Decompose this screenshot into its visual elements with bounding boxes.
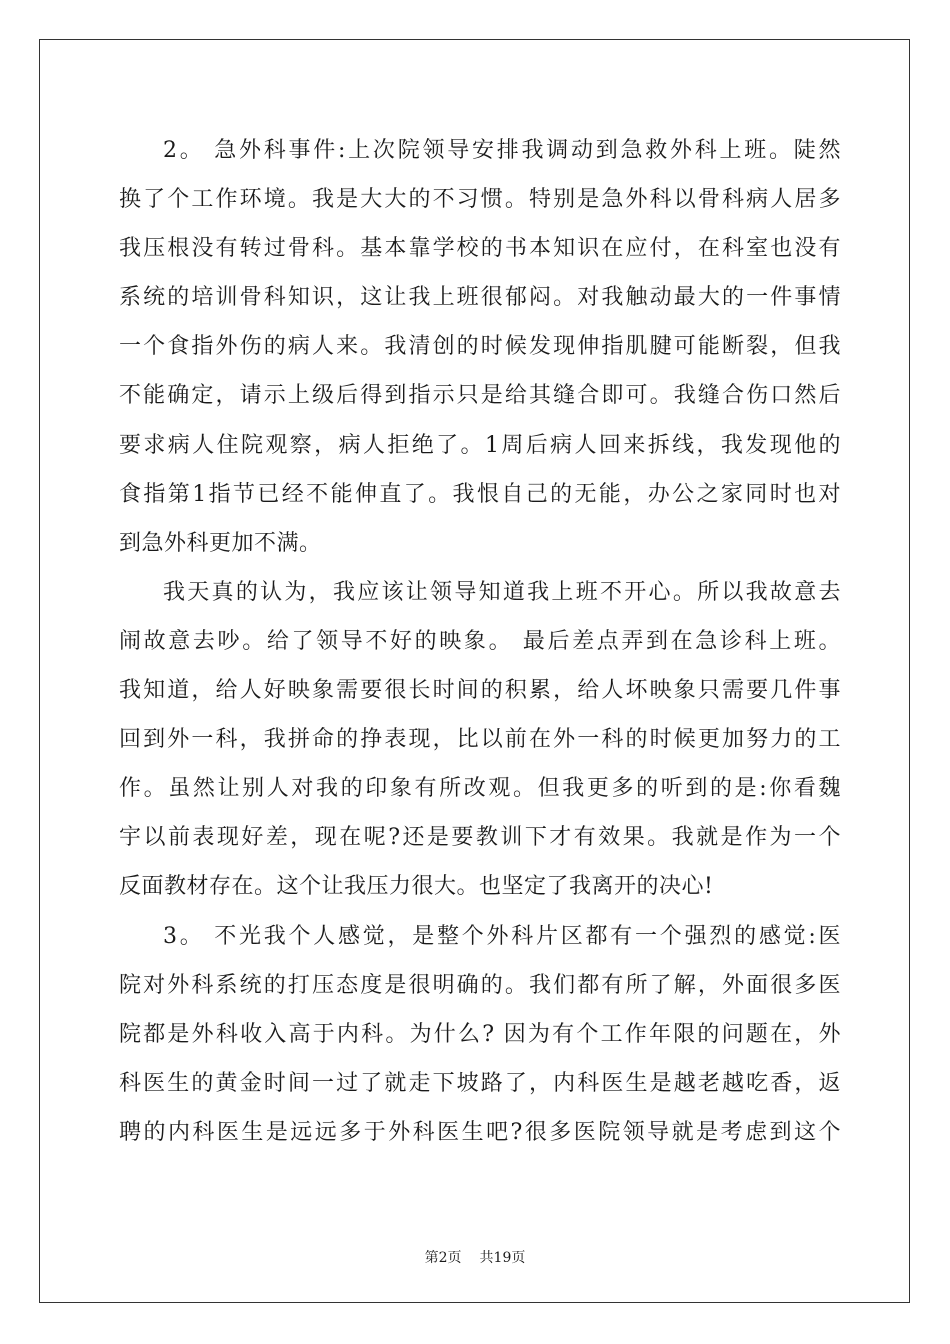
page-total: 共19页 xyxy=(479,1250,526,1266)
text-line: 不能确定，请示上级后得到指示只是给其缝合即可。我缝合伤口然后 xyxy=(119,383,841,409)
text-line: 科医生的黄金时间一过了就走下坡路了，内科医生是越老越吃香，返 xyxy=(119,1070,841,1096)
document-body xyxy=(119,126,841,1157)
text-line: 要求病人住院观察，病人拒绝了。1周后病人回来拆线，我发现他的 xyxy=(119,432,841,458)
text-line: 换了个工作环境。我是大大的不习惯。特别是急外科以骨科病人居多 xyxy=(119,187,841,213)
text-line: 到急外科更加不满。 xyxy=(119,530,322,556)
text-line: 系统的培训骨科知识，这让我上班很郁闷。对我触动最大的一件事情 xyxy=(119,285,841,311)
text-line: 闹故意去吵。给了领导不好的映象。 最后差点弄到在急诊科上班。 xyxy=(119,628,841,654)
text-line: 宇以前表现好差，现在呢?还是要教训下才有效果。我就是作为一个 xyxy=(119,825,841,851)
text-line: 回到外一科，我拼命的挣表现，比以前在外一科的时候更加努力的工 xyxy=(119,727,841,753)
text-line: 我压根没有转过骨科。基本靠学校的书本知识在应付，在科室也没有 xyxy=(119,236,841,262)
text-line: 我知道，给人好映象需要很长时间的积累，给人坏映象只需要几件事 xyxy=(119,678,841,704)
text-line: 聘的内科医生是远远多于外科医生吧?很多医院领导就是考虑到这个 xyxy=(119,1119,841,1145)
text-line: 3。 不光我个人感觉，是整个外科片区都有一个强烈的感觉:医 xyxy=(163,923,841,949)
page-number: 第2页 xyxy=(424,1250,462,1266)
text-line: 食指第1指节已经不能伸直了。我恨自己的无能，办公之家同时也对 xyxy=(119,481,841,507)
text-line: 院对外科系统的打压态度是很明确的。我们都有所了解，外面很多医 xyxy=(119,972,841,998)
page-footer xyxy=(0,1247,950,1267)
text-line: 作。虽然让别人对我的印象有所改观。但我更多的听到的是:你看魏 xyxy=(119,776,841,802)
text-line: 2。 急外科事件:上次院领导安排我调动到急救外科上班。陡然 xyxy=(163,138,841,163)
text-line: 一个食指外伤的病人来。我清创的时候发现伸指肌腱可能断裂，但我 xyxy=(119,334,841,360)
text-line: 院都是外科收入高于内科。为什么? 因为有个工作年限的问题在，外 xyxy=(119,1021,841,1047)
text-line: 我天真的认为，我应该让领导知道我上班不开心。所以我故意去 xyxy=(163,579,841,605)
text-line: 反面教材存在。这个让我压力很大。也坚定了我离开的决心! xyxy=(119,874,714,900)
